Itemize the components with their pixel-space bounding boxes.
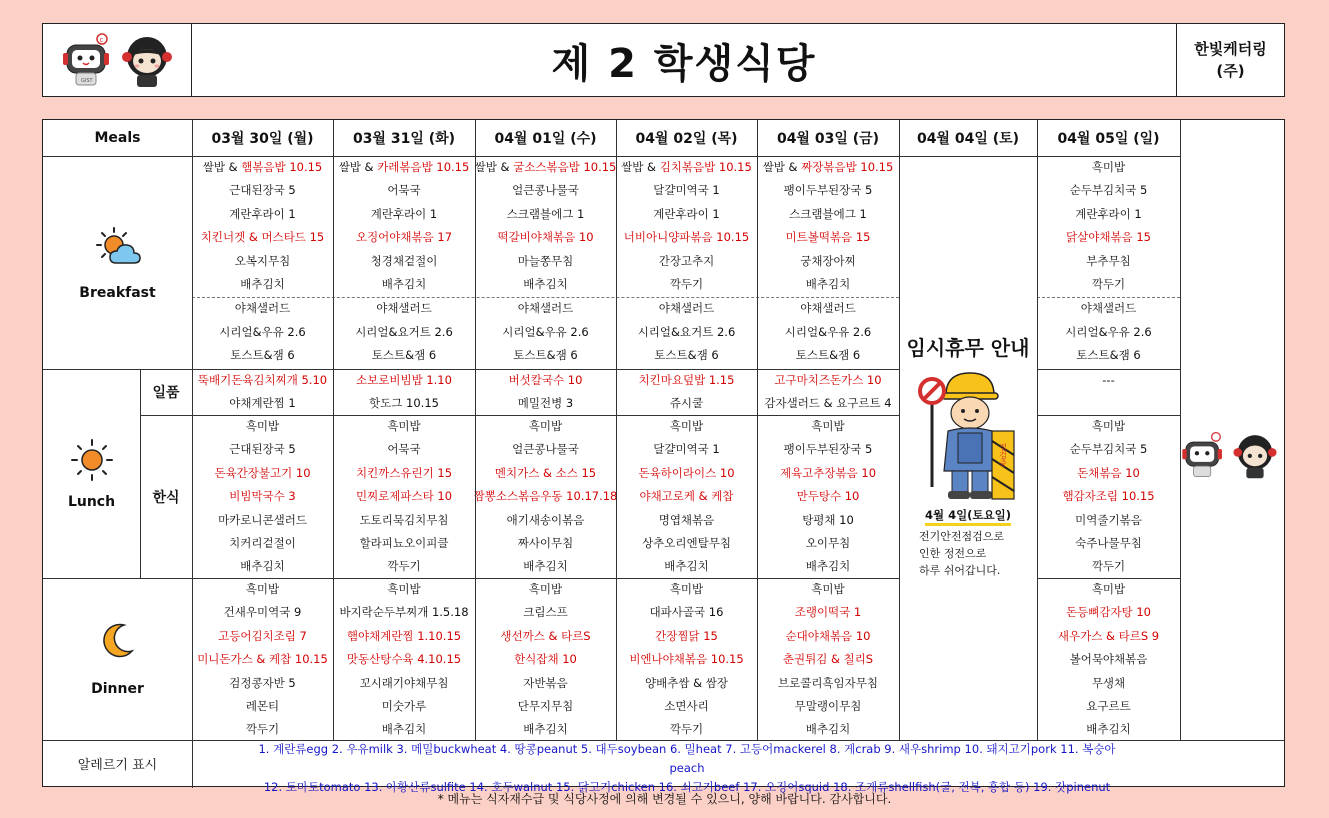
- menu-item: 흑미밥: [245, 582, 280, 596]
- menu-item: 멘치가스 & 소스 15: [494, 465, 597, 480]
- menu-item: 버섯칼국수 10: [508, 373, 583, 387]
- menu-item: 춘권튀김 & 칠리S: [782, 652, 874, 667]
- menu-item: 달걀미역국 1: [653, 442, 720, 457]
- menu-item: 어묵국: [387, 442, 421, 457]
- ilpum-label: 일품: [152, 385, 180, 401]
- menu-item: 자반볶음: [523, 675, 568, 690]
- allergy-line: 1. 계란류egg 2. 우유milk 3. 메밀buckwheat 4. 땅콩peanut 5. 대두soybean 6. 밀heat 7. 고등어mackerel 8. 게crab 9. 새우shrimp 10. 돼지고기pork 11. 복숭아: [258, 742, 1116, 756]
- menu-item: 소면사리: [664, 698, 709, 713]
- allergy-line: peach: [669, 761, 705, 775]
- ilpum-cell: [333, 369, 475, 415]
- day-header: 04월 04일 (토): [916, 131, 1020, 147]
- closure-line: 전기안전점검으로: [919, 530, 1005, 543]
- menu-item: 야채샐러드: [376, 301, 432, 315]
- menu-item: 간장찜닭 15: [655, 628, 718, 643]
- menu-item: 깍두기: [1091, 276, 1126, 291]
- menu-item: 야채샐러드: [658, 301, 715, 315]
- robot-mascot-icon: [1180, 430, 1226, 480]
- menu-item: 대파사골국 16: [649, 605, 724, 620]
- ilpum-cell: [1037, 369, 1180, 415]
- menu-item-part: 카레볶음밥 10.15: [377, 160, 470, 174]
- menu-item: 배추김치: [805, 559, 851, 574]
- dinner-cell: [475, 578, 616, 740]
- menu-item: 도토리묵김치무침: [359, 512, 449, 527]
- menu-item: 배추김치: [523, 559, 568, 574]
- breakfast-main-cell: [1037, 156, 1180, 297]
- menu-item-part: 쌀밥 &: [474, 160, 514, 174]
- menu-item: 볼어묵야채볶음: [1069, 652, 1148, 667]
- hansik-cell: [1037, 415, 1180, 578]
- menu-item: 시리얼&요거트 2.6: [355, 324, 453, 339]
- menu-item: 탕평채 10: [802, 512, 854, 527]
- menu-item: [763, 156, 894, 179]
- menu-item: 요구르트: [1086, 698, 1131, 713]
- menu-item: 배추김치: [805, 722, 851, 737]
- sun-icon: [70, 438, 114, 482]
- menu-item-part: 쌀밥 &: [338, 160, 378, 174]
- menu-item: 비빔막국수 3: [229, 489, 296, 504]
- menu-item: 토스트&잼 6: [230, 348, 295, 362]
- hansik-cell: [192, 415, 333, 578]
- menu-item: [621, 156, 752, 179]
- menu-item: 브로콜리흑임자무침: [778, 675, 878, 690]
- menu-item: 야채계란찜 1: [229, 396, 296, 410]
- menu-item: 배추김치: [1086, 722, 1131, 737]
- header: [42, 23, 1285, 97]
- menu-item: 흑미밥: [387, 419, 421, 433]
- menu-item: 마카로니콘샐러드: [218, 512, 307, 527]
- menu-item: 무생채: [1091, 675, 1126, 690]
- breakfast-extra-cell: [616, 297, 757, 369]
- closure-line: 하루 쉬어갑니다.: [919, 564, 1001, 577]
- svg-text:c: c: [99, 36, 104, 44]
- menu-item: 흑미밥: [245, 419, 280, 433]
- hansik-cell: [475, 415, 616, 578]
- menu-item: 맛동산탕수육 4.10.15: [346, 652, 462, 667]
- menu-item: 배추김치: [381, 722, 427, 737]
- menu-item: 어묵국: [387, 183, 421, 198]
- page-title: 제 2 학생식당: [551, 40, 817, 87]
- menu-item: 돈채볶음 10: [1077, 465, 1140, 480]
- closure-date: 4월 4일(토요일): [925, 507, 1011, 526]
- ilpum-cell: [475, 369, 616, 415]
- breakfast-extra-cell: [333, 297, 475, 369]
- menu-item: 핫도그 10.15: [369, 396, 439, 410]
- menu-item: 청경채겉절이: [370, 253, 438, 268]
- dinner-cell: [192, 578, 333, 740]
- allergy-line: 12. 토마토tomato 13. 아황산류sulfite 14. 호두walnut 15. 닭고기chicken 16. 쇠고기beef 17. 오징어squid 18. 조개류shellfish(굴, 전복, 홍합 등) 19. 잣pinenut: [263, 780, 1111, 794]
- menu-item: 순대야채볶음 10: [785, 628, 871, 643]
- menu-item: 미역줄기볶음: [1075, 512, 1142, 527]
- menu-item: 시리얼&우유 2.6: [1065, 324, 1152, 339]
- menu-item: 배추김치: [240, 559, 285, 574]
- dinner-cell: [757, 578, 899, 740]
- menu-item: 너비아니양파볶음 10.15: [623, 230, 750, 245]
- menu-item: 계란후라이 1: [1075, 206, 1142, 221]
- menu-item: 스크램블에그 1: [506, 206, 585, 221]
- menu-item: 계란후라이 1: [653, 206, 720, 221]
- menu-item: 메밀전병 3: [517, 396, 574, 410]
- menu-item: 오징어야채볶음 17: [355, 230, 453, 245]
- menu-item: 흑미밥: [811, 582, 845, 596]
- breakfast-main-cell: [757, 156, 899, 297]
- menu-item: 야채샐러드: [517, 301, 574, 315]
- menu-item: 계란후라이 1: [370, 206, 438, 221]
- menu-item: 미니돈가스 & 케찹 10.15: [197, 652, 328, 667]
- menu-item: [203, 156, 323, 179]
- menu-item: 미숫가루: [381, 698, 427, 713]
- dinner-cell: [1037, 578, 1180, 740]
- menu-item: 상추오리엔탈무침: [642, 535, 731, 550]
- menu-item: 바지락순두부찌개 1.5.18: [339, 605, 469, 620]
- menu-item: 야채샐러드: [1080, 301, 1137, 315]
- menu-item: 팽이두부된장국 5: [783, 442, 873, 457]
- hansik-cell: [333, 415, 475, 578]
- menu-item-part: 쌀밥 &: [762, 160, 802, 174]
- breakfast-extra-cell: [192, 297, 333, 369]
- ilpum-cell: [616, 369, 757, 415]
- menu-item: 배추김치: [805, 276, 851, 291]
- menu-item: 배추김치: [523, 276, 568, 291]
- menu-item: 토스트&잼 6: [654, 348, 719, 362]
- menu-item: 흑미밥: [669, 419, 704, 433]
- menu-item: 쥬시쿨: [669, 396, 704, 410]
- menu-item: 깍두기: [669, 722, 704, 737]
- menu-item: 할라피뇨오이피클: [359, 535, 449, 550]
- menu-item: 치킨너겟 & 머스타드 15: [200, 230, 325, 245]
- day-header: 03월 31일 (화): [352, 131, 456, 147]
- no-sign-icon: [920, 379, 944, 403]
- menu-item: 야채샐러드: [234, 301, 291, 315]
- menu-item: 닭살야채볶음 15: [1066, 230, 1151, 245]
- menu-table: [42, 119, 1285, 794]
- allergy-info: [192, 740, 1182, 794]
- menu-item: 흑미밥: [528, 419, 563, 433]
- menu-item: 비엔나야채볶음 10.15: [629, 652, 744, 667]
- allergy-label: 알레르기 표시: [77, 757, 158, 773]
- menu-item: ---: [1102, 373, 1115, 387]
- ilpum-cell: [192, 369, 333, 415]
- menu-item: 고구마치즈돈가스 10: [774, 373, 882, 387]
- menu-item: 흑미밥: [669, 582, 704, 596]
- menu-item: 오복지무침: [234, 253, 291, 268]
- dinner-label: [43, 578, 192, 740]
- menu-item: 부추무침: [1086, 253, 1131, 268]
- day-header: 04월 03일 (금): [776, 131, 880, 147]
- menu-item: 민찌로제파스타 10: [355, 489, 453, 504]
- menu-item: 토스트&잼 6: [513, 348, 578, 362]
- girl-mascot-icon: [121, 31, 173, 89]
- lunch-label: [43, 369, 140, 578]
- menu-item: 무말랭이무침: [794, 698, 862, 713]
- menu-item-part: 김치볶음밥 10.15: [659, 160, 752, 174]
- menu-item: 순두부김치국 5: [1069, 442, 1148, 457]
- menu-item: 야채고로케 & 케찹: [639, 489, 734, 504]
- menu-item: 야채샐러드: [800, 301, 856, 315]
- menu-item: 오이무침: [805, 535, 851, 550]
- menu-item: 레몬티: [245, 698, 280, 713]
- menu-item: 고등어김치조림 7: [218, 628, 307, 643]
- menu-item-part: 굴소스볶음밥 10.15: [513, 160, 617, 174]
- company-name-line1: 한빛케터링: [1194, 40, 1267, 58]
- menu-item: 달걀미역국 1: [653, 183, 720, 198]
- breakfast-extra-cell: [475, 297, 616, 369]
- menu-item: 근대된장국 5: [229, 442, 296, 457]
- menu-item: 순두부김치국 5: [1069, 183, 1148, 198]
- breakfast-main-cell: [333, 156, 475, 297]
- menu-item: 돈등뼈감자탕 10: [1066, 605, 1151, 620]
- breakfast-main-cell: [192, 156, 333, 297]
- breakfast-label-text: Breakfast: [79, 284, 156, 301]
- header-logo: [43, 24, 192, 96]
- menu-item: 토스트&잼 6: [795, 348, 861, 362]
- menu-item: 햄야채계란찜 1.10.15: [346, 628, 462, 643]
- menu-item: 떡갈비야채볶음 10: [497, 230, 594, 245]
- day-header: 04월 02일 (목): [635, 131, 738, 147]
- menu-item: 깍두기: [1091, 559, 1126, 574]
- menu-item: 짬뽕소스볶음우동 10.17.18: [473, 489, 618, 504]
- menu-item: 만두탕수 10: [796, 489, 860, 504]
- breakfast-main-cell: [616, 156, 757, 297]
- closure-notice: [899, 156, 1037, 740]
- hansik-cell: [616, 415, 757, 578]
- meals-header: Meals: [94, 130, 141, 146]
- menu-item: 치킨까스유린기 15: [355, 465, 453, 480]
- menu-item: 소보로비빔밥 1.10: [356, 373, 452, 387]
- ilpum-cell: [757, 369, 899, 415]
- menu-item: 명엽채볶음: [658, 512, 715, 527]
- menu-item-part: 햄볶음밥 10.15: [241, 160, 323, 174]
- menu-item: 배추김치: [523, 722, 568, 737]
- hansik-cell: [757, 415, 899, 578]
- menu-item: 단무지무침: [517, 698, 574, 713]
- day-header: 04월 01일 (수): [494, 131, 597, 147]
- menu-item: [475, 156, 617, 179]
- menu-item: [339, 156, 470, 179]
- menu-item: 흑미밥: [811, 419, 845, 433]
- menu-item: 토스트&잼 6: [1076, 348, 1141, 362]
- menu-item: 시리얼&우유 2.6: [219, 324, 306, 339]
- girl-mascot-icon: [1232, 430, 1278, 480]
- svg-text:GIST: GIST: [81, 78, 93, 84]
- menu-item: 제육고추장볶음 10: [779, 465, 877, 480]
- menu-item: 얼큰콩나물국: [512, 183, 579, 198]
- menu-item: 햄감자조림 10.15: [1062, 489, 1155, 504]
- dinner-label-text: Dinner: [91, 681, 144, 697]
- menu-item: 숙주나물무침: [1075, 535, 1142, 550]
- worker-icon: [918, 367, 1018, 505]
- menu-item: 깍두기: [245, 722, 280, 737]
- menu-item: 애기새송이볶음: [506, 512, 585, 527]
- menu-item-part: 짜장볶음밥 10.15: [801, 160, 894, 174]
- menu-item-part: 쌀밥 &: [621, 160, 660, 174]
- closure-text: [919, 528, 1017, 579]
- company-name-line2: (주): [1216, 62, 1245, 80]
- menu-item: 감자샐러드 & 요구르트 4: [764, 396, 892, 410]
- menu-item: 검정콩자반 5: [229, 675, 296, 690]
- menu-item: 돈육간장불고기 10: [214, 465, 311, 480]
- footnote: * 메뉴는 식자재수급 및 식당사정에 의해 변경될 수 있으니, 양해 바랍니다. 감사합니다.: [437, 792, 892, 806]
- menu-item: 짜사이무침: [517, 535, 574, 550]
- menu-item: 크림스프: [523, 605, 568, 620]
- closure-sign-text: 점검중: [998, 443, 1008, 467]
- menu-item: 흑미밥: [1091, 419, 1126, 433]
- menu-item: 흑미밥: [1091, 582, 1126, 596]
- menu-item: 뚝배기돈육김치찌개 5.10: [197, 373, 328, 387]
- menu-item: 흑미밥: [387, 582, 421, 596]
- menu-item: 시리얼&요거트 2.6: [637, 324, 736, 339]
- robot-mascot-icon: [61, 31, 113, 89]
- menu-item: 생선까스 & 타르S: [500, 628, 591, 643]
- menu-item: 스크램블에그 1: [789, 206, 867, 221]
- menu-item: 치커리겉절이: [229, 535, 296, 550]
- menu-item: 새우가스 & 타르S 9: [1057, 628, 1160, 643]
- hansik-label: 한식: [152, 489, 180, 506]
- breakfast-main-cell: [475, 156, 616, 297]
- menu-item: 마늘쫑무침: [517, 253, 574, 268]
- menu-item: 건새우미역국 9: [223, 605, 302, 620]
- company-name: [1176, 24, 1284, 96]
- menu-item: 치킨마요덮밥 1.15: [638, 373, 735, 387]
- menu-item: 얼큰콩나물국: [512, 442, 579, 457]
- lunch-label-text: Lunch: [67, 493, 116, 510]
- side-mascots: [1180, 430, 1278, 480]
- breakfast-extra-cell: [1037, 297, 1180, 369]
- menu-item: 간장고추지: [658, 253, 715, 268]
- menu-item: 궁채장아찌: [800, 253, 856, 268]
- menu-item: 꼬시래기야채무침: [359, 675, 449, 690]
- menu-item: 조랭이떡국 1: [794, 605, 862, 620]
- day-header: 03월 30일 (월): [211, 131, 314, 147]
- menu-item: 돈육하이라이스 10: [638, 465, 735, 480]
- menu-item: 한식잡채 10: [514, 652, 577, 667]
- menu-item: 깍두기: [387, 559, 421, 574]
- menu-item: 배추김치: [381, 276, 427, 291]
- menu-item: 흑미밥: [1091, 160, 1126, 174]
- closure-title: 임시휴무 안내: [906, 336, 1030, 360]
- menu-item: 미트볼떡볶음 15: [785, 230, 871, 245]
- menu-item-part: 쌀밥 &: [202, 160, 242, 174]
- menu-item: 깍두기: [669, 276, 704, 291]
- menu-item: 근대된장국 5: [229, 183, 296, 198]
- menu-item: 양배추쌈 & 쌈장: [645, 675, 728, 690]
- menu-item: 팽이두부된장국 5: [783, 183, 873, 198]
- menu-item: 토스트&잼 6: [371, 348, 437, 362]
- menu-item: 시리얼&우유 2.6: [784, 324, 872, 339]
- menu-item: 시리얼&우유 2.6: [502, 324, 589, 339]
- moon-icon: [98, 621, 138, 661]
- breakfast-extra-cell: [757, 297, 899, 369]
- menu-item: 배추김치: [240, 276, 285, 291]
- menu-item: 배추김치: [664, 559, 709, 574]
- menu-item: 계란후라이 1: [229, 206, 296, 221]
- dinner-cell: [616, 578, 757, 740]
- day-header: 04월 05일 (일): [1057, 131, 1160, 147]
- dinner-cell: [333, 578, 475, 740]
- breakfast-label: [43, 156, 192, 369]
- menu-item: 흑미밥: [528, 582, 563, 596]
- sun-cloud-icon: [92, 225, 144, 271]
- closure-line: 인한 정전으로: [919, 547, 987, 560]
